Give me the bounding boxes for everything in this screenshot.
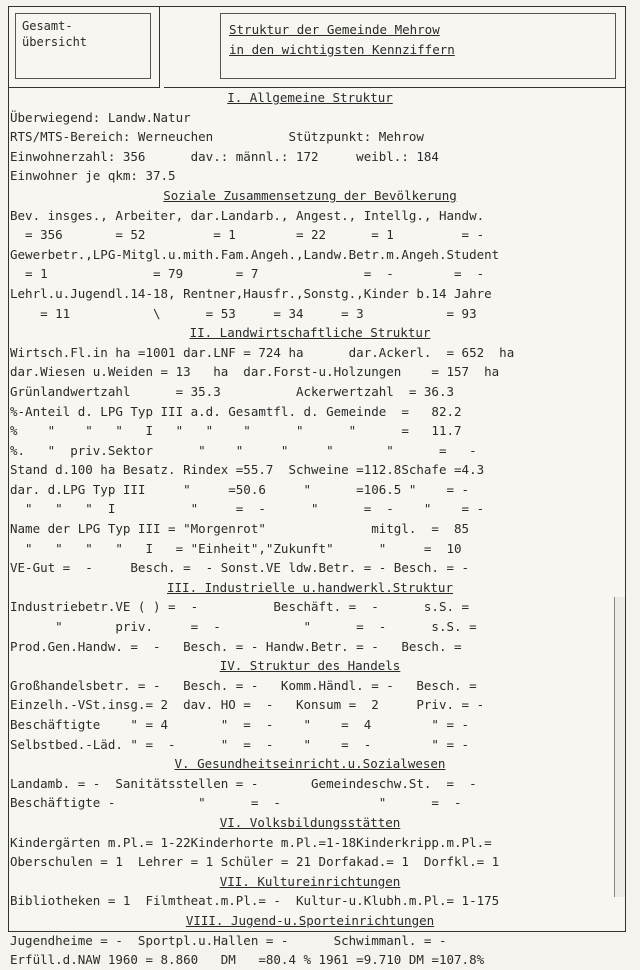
text-line: Landamb. = - Sanitätsstellen = - Gemeindeschw.St. = - <box>10 775 477 791</box>
section-heading <box>10 813 610 833</box>
text-line: Wirtsch.Fl.in ha =1001 dar.LNF = 724 ha dar.Ackerl. = 652 ha <box>10 344 515 360</box>
section-heading <box>10 88 610 108</box>
text-line: = 356 = 52 = 1 = 22 = 1 = - <box>10 227 485 243</box>
text-line: Name der LPG Typ III = "Morgenrot" mitgl. = 85 <box>10 521 470 537</box>
section-heading <box>10 578 610 598</box>
text-line: Einwohnerzahl: 356 dav.: männl.: 172 weibl.: 184 <box>10 148 439 164</box>
text-line: " " " " I = "Einheit","Zukunft" " = 10 <box>10 540 462 556</box>
section-heading-text: II. Landwirtschaftliche Struktur <box>189 325 431 341</box>
text-line: Einwohner je qkm: 37.5 <box>10 168 176 184</box>
text-line: = 1 = 79 = 7 = - = - <box>10 266 485 282</box>
text-line: Erfüll.d.NAW 1960 = 8.860 DM =80.4 % 1961 =9.710 DM =107.8% <box>10 952 485 968</box>
text-line: Prod.Gen.Handw. = - Besch. = - Handw.Betr. = - Besch. = <box>10 638 462 654</box>
section-heading <box>10 323 610 343</box>
text-line: = 11 \ = 53 = 34 = 3 = 93 <box>10 305 477 321</box>
section-heading-text: III. Industrielle u.handwerkl.Struktur <box>167 579 453 595</box>
text-line: Einzelh.-VSt.insg.= 2 dav. HO = - Konsum = 2 Priv. = - <box>10 697 485 713</box>
overview-label-line2: übersicht <box>22 35 88 49</box>
text-line: dar.Wiesen u.Weiden = 13 ha dar.Forst-u.Holzungen = 157 ha <box>10 364 500 380</box>
text-line: Industriebetr.VE ( ) = - Beschäft. = - s.S. = <box>10 599 470 615</box>
text-line: Lehrl.u.Jugendl.14-18, Rentner,Hausfr.,Sonstg.,Kinder b.14 Jahre <box>10 285 492 301</box>
text-line: Bibliotheken = 1 Filmtheat.m.Pl.= - Kultur-u.Klubh.m.Pl.= 1-175 <box>10 893 500 909</box>
text-line: %-Anteil d. LPG Typ III a.d. Gesamtfl. d. Gemeinde = 82.2 <box>10 403 462 419</box>
text-line: %. " priv.Sektor " " " " " = - <box>10 442 477 458</box>
text-line: Selbstbed.-Läd. " = - " = - " = - " = - <box>10 736 470 752</box>
title-line2: in den wichtigsten Kennziffern <box>229 42 455 57</box>
section-heading-text: VI. Volksbildungsstätten <box>219 814 401 830</box>
header-right-cell <box>164 7 625 88</box>
header-left-cell <box>9 7 160 88</box>
text-line: Überwiegend: Landw.Natur <box>10 109 191 125</box>
section-heading <box>10 186 610 206</box>
section-heading-text: Soziale Zusammensetzung der Bevölkerung <box>163 187 457 203</box>
section-heading <box>10 872 610 892</box>
text-line: Beschäftigte - " = - " = - <box>10 795 462 811</box>
title-box <box>220 13 616 79</box>
text-line: Stand d.100 ha Besatz. Rindex =55.7 Schweine =112.8Schafe =4.3 <box>10 462 485 478</box>
text-line: VE-Gut = - Besch. = - Sonst.VE ldw.Betr. = - Besch. = - <box>10 560 470 576</box>
section-heading-text: VII. Kultureinrichtungen <box>219 873 401 889</box>
text-line: Beschäftigte " = 4 " = - " = 4 " = - <box>10 717 470 732</box>
text-line: Großhandelsbetr. = - Besch. = - Komm.Händl. = - Besch. = <box>10 677 477 693</box>
text-line: Grünlandwertzahl = 35.3 Ackerwertzahl = 36.3 <box>10 383 455 399</box>
text-line: RTS/MTS-Bereich: Werneuchen Stützpunkt: Mehrow <box>10 129 424 145</box>
text-line: Jugendheime = - Sportpl.u.Hallen = - Schwimmanl. = - <box>10 932 447 948</box>
section-heading <box>10 911 610 931</box>
section-heading-text: V. Gesundheitseinricht.u.Sozialwesen <box>174 756 446 772</box>
section-heading-text: I. Allgemeine Struktur <box>227 90 393 105</box>
text-line: % " " " I " " " " " = 11.7 <box>10 423 462 439</box>
section-heading-text: VIII. Jugend-u.Sporteinrichtungen <box>185 912 435 928</box>
section-heading <box>10 656 610 676</box>
page-edge-strip <box>614 597 625 897</box>
text-line: " priv. = - " = - s.S. = <box>10 619 477 635</box>
text-line: Kindergärten m.Pl.= 1-22Kinderhorte m.Pl.=1-18Kinderkripp.m.Pl.= <box>10 834 492 850</box>
section-heading-text: IV. Struktur des Handels <box>219 658 401 674</box>
section-heading <box>10 754 610 774</box>
overview-label-box <box>15 13 151 79</box>
text-line: " " " I " = - " = - " = - <box>10 501 485 517</box>
text-line: Gewerbetr.,LPG-Mitgl.u.mith.Fam.Angeh.,Landw.Betr.m.Angeh.Student <box>10 246 500 262</box>
text-line: dar. d.LPG Typ III " =50.6 " =106.5 " = - <box>10 481 470 497</box>
document-body <box>10 88 610 970</box>
text-line: Bev. insges., Arbeiter, dar.Landarb., Angest., Intellg., Handw. <box>10 207 485 223</box>
title-line1: Struktur der Gemeinde Mehrow <box>229 22 440 37</box>
overview-label-line1: Gesamt- <box>22 19 73 33</box>
text-line: Oberschulen = 1 Lehrer = 1 Schüler = 21 Dorfakad.= 1 Dorfkl.= 1 <box>10 854 500 870</box>
